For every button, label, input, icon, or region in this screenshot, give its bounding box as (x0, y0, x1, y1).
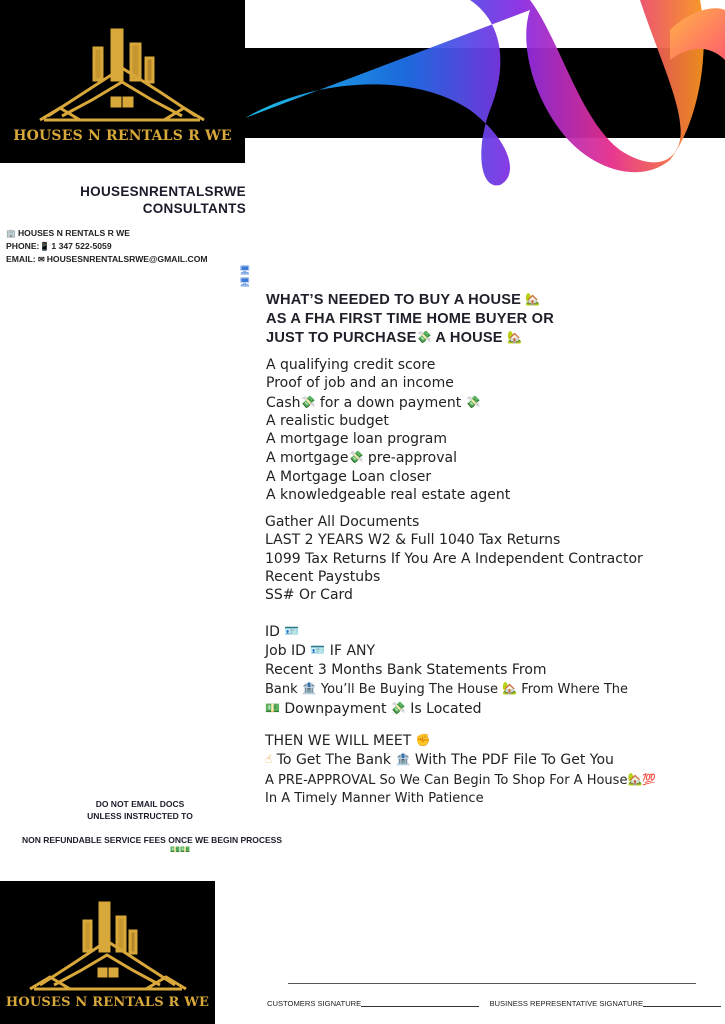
phone-label: PHONE: (6, 241, 40, 251)
company-logo-bottom (0, 881, 215, 1024)
list-item-text: From Where The (521, 681, 629, 697)
title-line3a: JUST TO PURCHASE (266, 330, 417, 346)
list-item (265, 699, 628, 718)
contact-name-row (6, 227, 208, 240)
list-item-text: Bank (265, 681, 302, 697)
list-item: A mortgage loan program (266, 431, 448, 448)
id-card-icon: 🪪 (284, 624, 300, 638)
contact-phone-row (6, 240, 208, 253)
contact-block (6, 227, 208, 266)
list-item (265, 750, 656, 769)
list-item: A qualifying credit score (266, 357, 436, 373)
money-icon: 💸 (416, 330, 432, 344)
list-item (265, 641, 628, 660)
house-icon: 🏡 (525, 292, 541, 306)
business-signature-label: BUSINESS REPRESENTATIVE SIGNATURE (489, 999, 644, 1008)
fees-notice: NON REFUNDABLE SERVICE FEES ONCE WE BEGIN PROCESS (21, 835, 283, 845)
list-item-text: ID (265, 624, 280, 640)
company-name-line1: HOUSESNRENTALSRWE (80, 184, 246, 199)
list-item: LAST 2 YEARS W2 & Full 1040 Tax Returns (265, 532, 561, 549)
documents-list (265, 513, 643, 604)
notice-line: DO NOT EMAIL DOCS (95, 799, 185, 809)
list-item: A Mortgage Loan closer (266, 468, 432, 485)
list-item: A realistic budget (266, 412, 389, 429)
hundred-points-icon: 💯 (642, 772, 657, 786)
company-name-line2: CONSULTANTS (142, 201, 246, 216)
signature-row (267, 999, 721, 1008)
money-icon: 💵 (265, 701, 280, 716)
list-item (265, 731, 656, 750)
documents-title: Gather All Documents (265, 514, 420, 530)
list-item-text: A PRE-APPROVAL So We Can Begin To Shop For A House (265, 772, 628, 788)
customer-signature-field[interactable] (361, 1006, 479, 1007)
notice-line: UNLESS INSTRUCTED TO (87, 811, 193, 821)
email-label: EMAIL: (6, 254, 36, 264)
monitor-icon: 🖥 (239, 266, 251, 276)
email-notice (60, 798, 220, 822)
company-logo-top (0, 0, 245, 163)
bank-icon: 🏦 (395, 752, 411, 767)
list-item (265, 679, 628, 699)
house-icon: 🏡 (502, 680, 518, 695)
phone-number[interactable]: 1 347 522-5059 (51, 241, 112, 251)
list-item-text: THEN WE WILL MEET (265, 733, 416, 749)
logo-wordmark: HOUSES N RENTALS R WE (13, 128, 232, 144)
house-icon: 🏡 (627, 771, 643, 786)
list-item: 1099 Tax Returns If You Are A Independent Contractor (265, 550, 643, 567)
monitor-icons (239, 265, 250, 289)
list-item: Proof of job and an income (266, 375, 454, 392)
list-item: SS# Or Card (265, 587, 353, 604)
monitor-icon: 🖥 (239, 278, 251, 288)
money-icon: 💸 (300, 394, 316, 409)
title-line1: WHAT’S NEEDED TO BUY A HOUSE (266, 292, 522, 308)
list-item-text: for a down payment (315, 394, 466, 411)
title-line2: AS A FHA FIRST TIME HOME BUYER OR (266, 310, 554, 327)
raised-fist-icon: ✊ (415, 733, 431, 747)
signature-divider (288, 983, 696, 984)
list-item: In A Timely Manner With Patience (265, 790, 484, 806)
page-title (266, 290, 706, 348)
company-name (40, 183, 246, 217)
list-item (265, 770, 656, 790)
contact-email-row (6, 253, 208, 266)
list-item-text: A mortgage (266, 450, 349, 467)
list-item-text: You’ll Be Buying The House (316, 681, 503, 697)
email-address[interactable]: HOUSESNRENTALSRWE@GMAIL.COM (46, 254, 208, 264)
title-line3b: A HOUSE (431, 330, 503, 346)
id-list (265, 622, 628, 718)
list-item-text: IF ANY (325, 643, 376, 660)
list-item-text: pre-approval (363, 450, 457, 467)
contact-name: HOUSES N RENTALS R WE (17, 228, 131, 238)
phone-icon: 📱 (39, 242, 50, 251)
bank-icon: 🏦 (301, 680, 317, 695)
list-item: Recent 3 Months Bank Statements From (265, 661, 547, 678)
id-card-icon: 🪪 (310, 643, 326, 658)
money-icon: 💸 (348, 450, 364, 465)
envelope-icon: ✉ (38, 255, 45, 264)
list-item-text: To Get The Bank (272, 752, 396, 769)
list-item (266, 393, 510, 412)
list-item (265, 622, 628, 641)
meeting-info (265, 731, 656, 808)
list-item (266, 448, 510, 467)
list-item-text: Downpayment (279, 701, 391, 718)
money-icon: 💸 (465, 394, 481, 409)
requirements-list (266, 356, 510, 504)
building-icon: 🏢 (6, 229, 16, 238)
house-icon: 🏡 (507, 330, 523, 344)
list-item-text: Job ID (265, 643, 306, 660)
customer-signature-label: CUSTOMERS SIGNATURE (267, 999, 362, 1008)
logo-wordmark: HOUSES N RENTALS R WE (5, 995, 210, 1010)
money-icon: 💸 (390, 701, 406, 716)
pointing-finger-icon: ☝ (265, 752, 273, 767)
list-item: Recent Paystubs (265, 568, 381, 585)
list-item-text: With The PDF File To Get You (410, 752, 614, 769)
list-item-text: Cash (266, 394, 301, 411)
color-swirl-decoration (230, 0, 725, 190)
list-item-text: Is Located (405, 701, 482, 718)
list-item: A knowledgeable real estate agent (266, 487, 511, 504)
money-icon: 💵💵 (170, 845, 190, 854)
business-signature-field[interactable] (643, 1006, 721, 1007)
